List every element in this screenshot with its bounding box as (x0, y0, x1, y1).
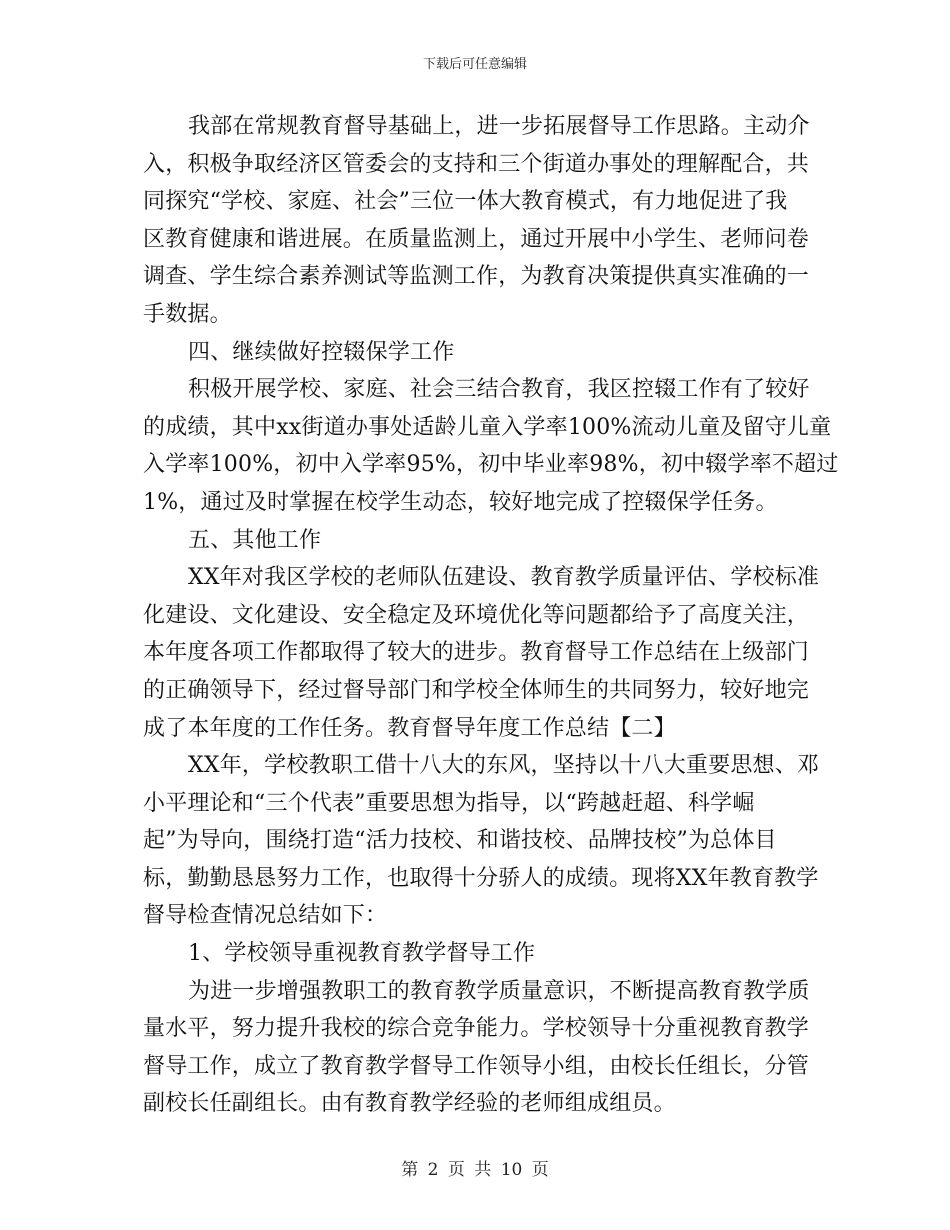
paragraph-line: 我部在常规教育督导基础上，进一步拓展督导工作思路。主动介 (188, 114, 810, 139)
section-heading: 1、学校领导重视教育教学督导工作 (188, 941, 536, 967)
paragraph-line: XX年对我区学校的老师队伍建设、教育教学质量评估、学校标准 (188, 565, 820, 591)
paragraph-line: 副校长任副组长。由有教育教学经验的老师组成组员。 (143, 1091, 676, 1117)
paragraph-line: 本年度各项工作都取得了较大的进步。教育督导工作总结在上级部门 (143, 640, 810, 666)
section-heading: 四、继续做好控辍保学工作 (188, 339, 455, 365)
paragraph-line: 的正确领导下，经过督导部门和学校全体师生的共同努力，较好地完 (143, 677, 810, 703)
paragraph-line: 同探究“学校、家庭、社会”三位一体大教育模式，有力地促进了我 (143, 189, 788, 215)
paragraph-line: 积极开展学校、家庭、社会三结合教育，我区控辍工作有了较好 (188, 377, 810, 403)
document-body (143, 108, 839, 1123)
paragraph-line: 小平理论和“三个代表”重要思想为指导，以“跨越赶超、科学崛 (143, 790, 755, 816)
paragraph-line: 督导工作，成立了教育教学督导工作领导小组，由校长任组长，分管 (143, 1053, 810, 1079)
paragraph-line: 入，积极争取经济区管委会的支持和三个街道办事处的理解配合，共 (143, 151, 810, 177)
paragraph-line: 成了本年度的工作任务。教育督导年度工作总结【二】 (143, 715, 676, 741)
paragraph-line: 区教育健康和谐进展。在质量监测上，通过开展中小学生、老师问卷 (143, 226, 810, 252)
paragraph-line: 标，勤勤恳恳努力工作，也取得十分骄人的成绩。现将XX年教育教学 (143, 865, 819, 891)
section-heading: 五、其他工作 (188, 527, 322, 553)
paragraph-line: 起”为导向，围绕打造“活力技校、和谐技校、品牌技校”为总体目 (143, 828, 777, 854)
paragraph-line: 督导检查情况总结如下： (143, 903, 388, 929)
paragraph-line: 量水平，努力提升我校的综合竞争能力。学校领导十分重视教育教学 (143, 1016, 810, 1042)
paragraph-line: 1%，通过及时掌握在校学生动态，较好地完成了控辍保学任务。 (143, 489, 778, 515)
paragraph-line: 手数据。 (143, 301, 232, 327)
paragraph-line: XX年，学校教职工借十八大的东风，坚持以十八大重要思想、邓 (188, 753, 820, 779)
page-header: 下载后可任意编辑 (422, 57, 527, 72)
paragraph-line: 的成绩，其中xx街道办事处适龄儿童入学率100%流动儿童及留守儿童 (143, 414, 832, 440)
paragraph-line: 为进一步增强教职工的教育教学质量意识，不断提高教育教学质 (188, 978, 810, 1004)
paragraph-line: 入学率100%，初中入学率95%，初中毕业率98%，初中辍学率不超过 (143, 452, 839, 478)
paragraph-line: 化建设、文化建设、安全稳定及环境优化等问题都给予了高度关注， (143, 602, 810, 628)
page-footer: 第 2 页 共 10 页 (401, 1160, 549, 1180)
paragraph-line: 调查、学生综合素养测试等监测工作，为教育决策提供真实准确的一 (143, 264, 810, 290)
